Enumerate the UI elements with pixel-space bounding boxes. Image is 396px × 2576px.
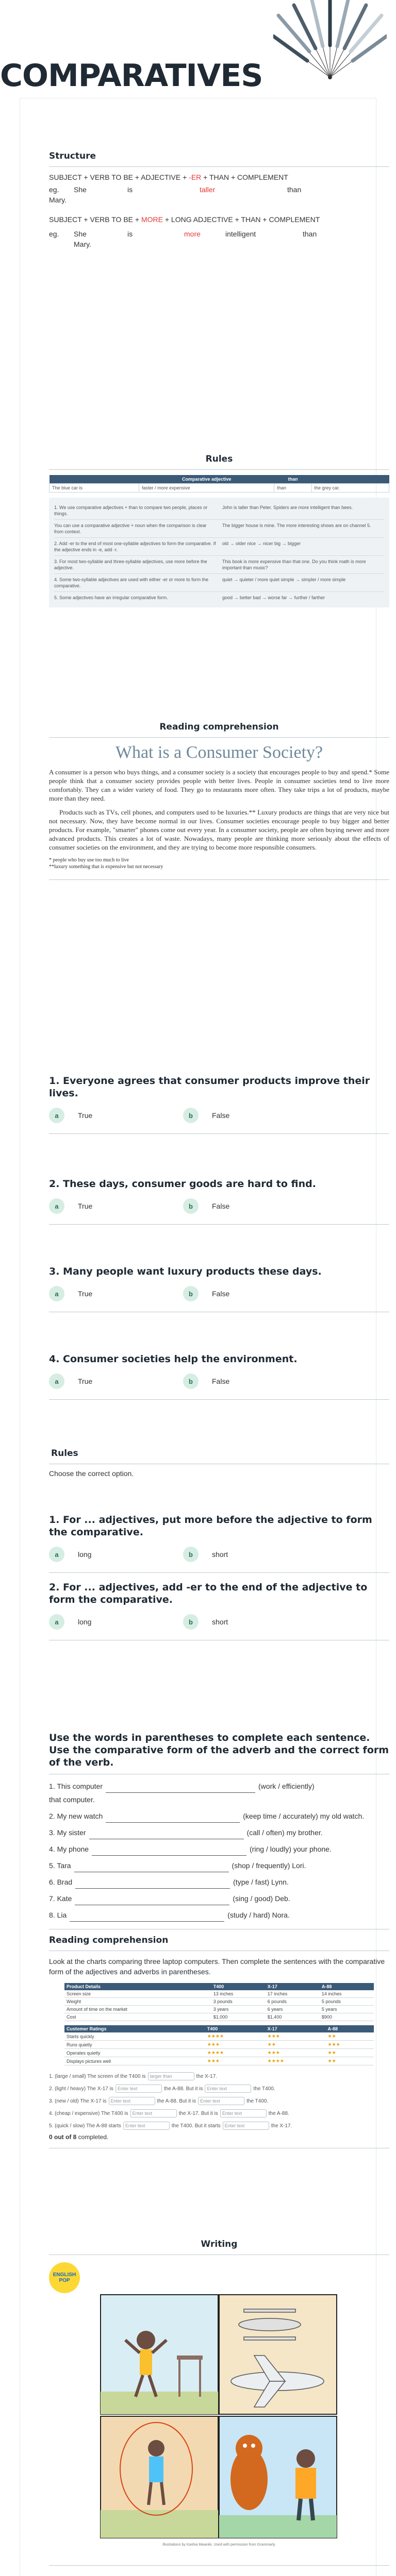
rule-text: 2. Add -er to the end of most one-syllable adjectives to form the comparative. If the adjective ends in -e, add -r. [54,541,216,552]
option-label: True [78,1377,93,1385]
option-false[interactable] [183,1198,317,1214]
table-cell: Starts quickly [64,2032,205,2041]
option-a[interactable]: a long [49,1547,183,1562]
exercise-text: 2. (light / heavy) The X-17 is [49,2086,113,2092]
rules-heading: Rules [205,454,233,464]
option-a-badge: a [49,1547,64,1562]
rule-item [54,592,384,603]
example-two-complement: Mary. [74,240,91,248]
divider [49,469,389,470]
table-cell: ★★★ [266,2032,326,2041]
fill-hint: (sing / good) Deb. [233,1894,290,1903]
table-header: T400 [211,1983,266,1990]
writing-heading: Writing [201,2239,238,2249]
option-b[interactable]: b short [183,1547,317,1562]
fill-answer-input[interactable] [74,1863,229,1872]
english-pop-logo: ENGLISH POP [49,2262,80,2293]
table-row [50,484,389,493]
rules-table-header: Comparative adjective [139,475,274,484]
divider [49,166,389,167]
structure-heading: Structure [49,151,96,161]
rule-item [54,520,384,538]
table-cell: ★★★ [205,2057,266,2065]
question-title: 2. These days, consumer goods are hard to find. [49,1178,316,1190]
rule-item [54,502,384,520]
fill-prefix: 3. My sister [49,1828,86,1837]
rules-table [49,475,389,493]
option-a-badge: a [49,1198,64,1214]
reading-section [49,722,389,885]
rules-quiz-heading: Rules [51,1448,78,1459]
fill-items [49,1780,389,1922]
fill-answer-input[interactable] [70,1912,224,1922]
table-cell: ★★ [266,2041,326,2049]
exercise-input[interactable]: Enter text [220,2109,267,2117]
divider [49,1399,389,1400]
fill-item [49,1908,389,1922]
table-cell: ★★★★ [205,2049,266,2057]
example-one: eg. She is taller than [49,185,302,194]
illustration-caption: Illustrations by Kashia Mwaniki. Used with permission from Grammarly. [162,2543,276,2547]
rule-item [54,538,384,556]
fill-answer-input[interactable] [75,1896,229,1905]
table-cell: Runs quietly [64,2041,205,2049]
fill-answer-input[interactable] [106,1784,255,1793]
table-cell: 5 pounds [320,1998,374,2006]
table-cell: $1,400 [266,2013,320,2021]
option-b-badge: b [183,1547,199,1562]
page-header [0,0,396,98]
fill-item [49,1842,389,1856]
exercise-text: the A-88. [268,2111,289,2116]
rules-question-1-options [49,1547,389,1562]
table-cell: 6 years [266,2006,320,2013]
rule-example: The bigger house is mine. The more interesting shows are on channel 5. [222,523,371,528]
score-text: 0 out of 8 completed. [49,2133,109,2141]
fill-section [49,1732,389,1935]
reading-heading: Reading comprehension [159,722,279,732]
table-cell: ★★★ [205,2041,266,2049]
table-cell: Weight [64,1998,211,2006]
divider [49,1572,389,1573]
table-header: X-17 [266,1983,320,1990]
pencils-illustration [273,0,387,108]
rules-table-header [311,475,389,484]
rule-text: 3. For most two-syllable and three-syllable adjectives, use more before the adjective. [54,559,207,570]
table-cell: 17 inches [266,1990,320,1998]
structure-section [49,151,389,249]
product-details-table [64,1983,374,2021]
table-cell: ★★★★ [266,2057,326,2065]
example-one-complement: Mary. [49,196,67,204]
tf-question [49,1353,389,1405]
exercise-input[interactable]: Enter text [109,2097,155,2105]
instruction-text: Choose the correct option. [49,1469,134,1478]
rules-question-2-options [49,1614,389,1630]
fill-prefix: 4. My phone [49,1845,89,1853]
option-a-badge: a [49,1614,64,1630]
rule-item [54,574,384,592]
fill-prefix: 6. Brad [49,1878,73,1886]
laptop-charts [64,1983,374,2065]
exercise-input[interactable]: Enter text [116,2084,162,2093]
exercise-text: the X-17. But it is [178,2111,218,2116]
reading2-intro: Look at the charts comparing three laptop computers. Then complete the sentences with the comparative form of the adjectives and adverbs in parentheses. [49,1957,385,1976]
option-a-badge: a [49,1108,64,1123]
exercise-input[interactable]: Enter text [223,2122,269,2130]
table-cell: ★★ [326,2057,374,2065]
table-header: T400 [205,2025,266,2032]
rule-example: good → better bad → worse far → further / farther [222,595,325,600]
table-row [64,1990,374,1998]
option-true[interactable] [49,1108,183,1123]
fill-prefix: 5. Tara [49,1861,71,1870]
fill-prefix: 8. Lia [49,1911,67,1919]
table-cell: ★★ [326,2049,374,2057]
option-label: False [212,1202,230,1210]
exercise-row [49,2095,389,2108]
option-false[interactable] [183,1108,317,1123]
fill-hint: (work / efficiently) [258,1782,315,1790]
fill-answer-input[interactable] [92,1846,246,1856]
table-row [64,2032,374,2041]
table-row [64,2049,374,2057]
option-label: False [212,1377,230,1385]
exercise-input[interactable]: larger than [148,2072,194,2080]
fill-item [49,1875,389,1889]
question-title: 1. Everyone agrees that consumer products improve their lives. [49,1075,370,1099]
exercise-text: the A-88. But it is [163,2086,203,2092]
table-cell: 6 pounds [266,1998,320,2006]
tf-question [49,1075,389,1139]
exercise-input[interactable]: Enter text [123,2122,170,2130]
rules-section [49,454,389,607]
question-options [49,1198,389,1214]
rules-quiz-section [49,1448,389,1646]
option-b-badge: b [183,1614,199,1630]
table-cell: faster / more expensive [139,484,274,493]
option-b[interactable]: b short [183,1614,317,1630]
reading-paragraph-1: A consumer is a person who buys things, and a consumer society is a society that encourages people to buy and spend.* Some people think that a consumer society provides people with better lives. People in consumer societies tend to live more comfortably. They can a wider variety of food. They go to restaurants more often. They take trips a lot of products, maybe more than they need. [49,768,389,802]
table-cell: Amount of time on the market [64,2006,211,2013]
content-card [20,98,389,2576]
fill-hint: (shop / frequently) Lori. [232,1861,306,1870]
reading-paragraph-2: Products such as TVs, cell phones, and computers used to be luxuries.** Luxury products are things that are very nice but not necessary. Now, they have become normal in our lives. Consumer societies encourage people to buy bigger and better products. For example, "smarter" phones come out every year. In a consumer society, people are often buying newer and more advanced products. This creates a lot of waste. Nowadays, many people are thinking more seriously about the effects of consumer societies on the environment, and they are trying to become more responsible consumers. [49,808,389,851]
fill-hint: (keep time / accurately) my old watch. [243,1812,365,1820]
rules-list [49,498,389,607]
fill-answer-input[interactable] [106,1814,240,1823]
fill-item [49,1826,389,1839]
customer-ratings-table [64,2025,374,2065]
table-cell: $900 [320,2013,374,2021]
fill-suffix: that computer. [49,1795,95,1804]
fill-item [49,1780,389,1793]
formula-two: SUBJECT + VERB TO BE + MORE + LONG ADJECTIVE + THAN + COMPLEMENT [49,215,320,224]
exercise-text: the T400. But it starts [171,2123,221,2129]
exercise-input[interactable]: Enter text [130,2109,177,2117]
exercise-text: the X-17. [196,2074,218,2079]
table-header: X-17 [266,2025,326,2032]
table-cell: 13 inches [211,1990,266,1998]
option-b-badge: b [183,1108,199,1123]
option-label: True [78,1111,93,1120]
divider [49,737,389,738]
question-title: 3. Many people want luxury products these days. [49,1266,322,1277]
laptop-exercises [49,2071,389,2132]
rule-item [54,556,384,574]
page-title: COMPARATIVES [0,58,263,94]
rule-example: old → older nice → nicer big → bigger [222,541,301,546]
exercise-row [49,2120,389,2132]
rule-example: quiet → quieter / more quiet simple → simpler / more simple [222,577,346,582]
table-row [64,2041,374,2049]
table-header: A-88 [320,1983,374,1990]
option-b-badge: b [183,1374,199,1389]
table-row [64,2006,374,2013]
table-cell: ★★ [326,2032,374,2041]
fill-item [49,1859,389,1872]
table-cell: 3 pounds [211,1998,266,2006]
fill-answer-input[interactable] [89,1830,244,1839]
table-header: Product Details [64,1983,211,1990]
fill-hint: (call / often) my brother. [246,1828,323,1837]
table-cell: ★★★★ [205,2032,266,2041]
option-b-badge: b [183,1286,199,1301]
fill-item [49,1809,389,1823]
exercise-text: the T400. [253,2086,275,2092]
option-label: False [212,1111,230,1120]
divider [49,879,389,880]
option-true[interactable] [49,1374,183,1389]
table-cell: the grey car. [311,484,389,493]
option-a-badge: a [49,1286,64,1301]
reading-notes: * people who buy use too much to live **luxury something that is expensive but not necessary [49,857,163,870]
exercise-input[interactable]: Enter text [198,2097,244,2105]
table-cell: 14 inches [320,1990,374,1998]
reading-title: What is a Consumer Society? [115,743,323,762]
exercise-text: the X-17. [271,2123,292,2129]
table-cell: Displays pictures well [64,2057,205,2065]
option-false[interactable] [183,1374,317,1389]
table-cell: 3 years [211,2006,266,2013]
table-row [64,2013,374,2021]
option-b-badge: b [183,1198,199,1214]
divider [49,1133,389,1134]
table-cell: than [274,484,311,493]
exercise-text: the T400. [246,2098,269,2104]
fill-item [49,1892,389,1905]
exercise-input[interactable]: Enter text [205,2084,251,2093]
fill-answer-input[interactable] [75,1879,230,1889]
rule-text: 4. Some two-syllable adjectives are used with either -er or more to form the comparative. [54,577,209,588]
comparison-illustration [100,2294,338,2539]
table-cell: ★★★ [266,2049,326,2057]
option-true[interactable] [49,1198,183,1214]
rule-text: 5. Some adjectives have an irregular comparative form. [54,595,168,600]
table-cell: $1,000 [211,2013,266,2021]
option-label: True [78,1290,93,1298]
question-options [49,1374,389,1389]
exercise-row [49,2071,389,2083]
exercise-text: 4. (cheap / expensive) The T400 is [49,2111,128,2116]
example-two: eg. She is more intelligent than [49,230,317,238]
divider [49,2565,389,2566]
table-cell: ★★★ [326,2041,374,2049]
option-false[interactable] [183,1286,317,1301]
table-cell: Screen size [64,1990,211,1998]
fill-prefix: 1. This computer [49,1782,103,1790]
exercise-text: the A-88. But it is [157,2098,196,2104]
table-cell: Operates quietly [64,2049,205,2057]
reading2-heading: Reading comprehension [49,1935,169,1945]
exercise-row [49,2083,389,2095]
table-cell: Cost [64,2013,211,2021]
option-label: True [78,1202,93,1210]
table-header: Customer Ratings [64,2025,205,2032]
tf-question [49,1178,389,1230]
table-row [64,2057,374,2065]
exercise-text: 5. (quick / slow) The A-88 starts [49,2123,121,2129]
rules-question-2: 2. For ... adjectives, add -er to the end of the adjective to form the comparative. [49,1582,368,1605]
rules-table-header [50,475,139,484]
rule-example: John is taller than Peter. Spiders are more intelligent than bees. [222,505,353,510]
rule-example: This book is more expensive than that one. Do you think math is more important than music? [222,559,366,570]
table-cell: 5 years [320,2006,374,2013]
option-a-badge: a [49,1374,64,1389]
fill-instructions: Use the words in parentheses to complete each sentence. Use the comparative form of the adverb and the correct form of the verb. [49,1732,389,1768]
formula-one: SUBJECT + VERB TO BE + ADJECTIVE + -ER + THAN + COMPLEMENT [49,173,288,181]
fill-prefix: 2. My new watch [49,1812,103,1820]
writing-section [49,2239,389,2576]
fill-hint: (ring / loudly) your phone. [250,1845,332,1853]
question-title: 4. Consumer societies help the environment. [49,1353,298,1365]
rule-text: 1. We use comparative adjectives + than to compare two people, places or things. [54,505,208,516]
exercise-text: 1. (large / small) The screen of the T400 is [49,2074,146,2079]
fill-hint: (study / hard) Nora. [227,1911,290,1919]
table-row [64,1998,374,2006]
question-options [49,1286,389,1301]
fill-hint: (type / fast) Lynn. [233,1878,289,1886]
option-a[interactable]: a long [49,1614,183,1630]
table-header: A-88 [326,2025,374,2032]
reading2-section [49,1935,389,2154]
exercise-text: 3. (new / old) The X-17 is [49,2098,107,2104]
rules-question-1: 1. For ... adjectives, put more before the adjective to form the comparative. [49,1514,372,1538]
tf-question [49,1265,389,1317]
rules-table-header: than [274,475,311,484]
option-true[interactable] [49,1286,183,1301]
option-label: False [212,1290,230,1298]
rule-text: You can use a comparative adjective + noun when the comparison is clear from context. [54,523,207,534]
exercise-row [49,2108,389,2120]
table-cell: The blue car is [50,484,139,493]
divider [49,1224,389,1225]
fill-prefix: 7. Kate [49,1894,72,1903]
question-options [49,1108,389,1123]
